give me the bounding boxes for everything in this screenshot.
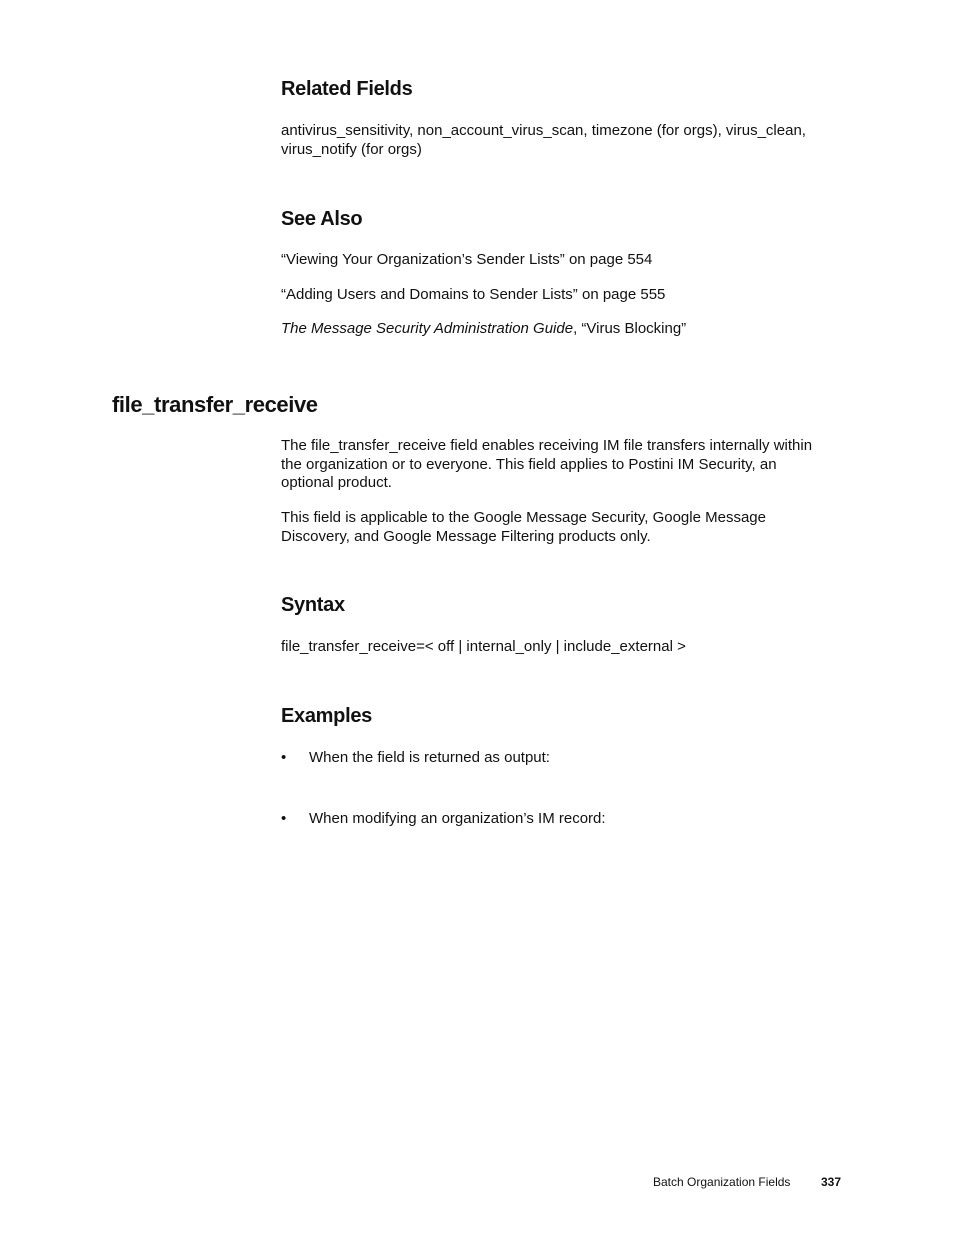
see-also-link-sender-lists[interactable]: “Viewing Your Organization’s Sender Lists” on page 554 [281, 251, 653, 268]
field-description-line: The file_transfer_receive field enables receiving IM file transfers internally within [281, 437, 813, 454]
footer-section-title: Batch Organization Fields [653, 1175, 791, 1189]
field-description [281, 437, 841, 493]
related-fields-list [281, 122, 841, 159]
guide-title: The Message Security Administration Guide [281, 320, 574, 337]
related-fields-heading: Related Fields [281, 78, 413, 100]
see-also-link-adding-users[interactable]: “Adding Users and Domains to Sender Lists” on page 555 [281, 286, 666, 303]
footer-page-number: 337 [821, 1175, 842, 1189]
guide-chapter: , “Virus Blocking” [573, 320, 687, 337]
syntax-heading: Syntax [281, 594, 345, 616]
bullet-icon: • [281, 810, 287, 827]
field-applicability-line: Discovery, and Google Message Filtering products only. [281, 527, 651, 545]
field-description-line: the organization or to everyone. This field applies to Postini IM Security, an [281, 455, 777, 473]
field-applicability-line: This field is applicable to the Google Message Security, Google Message [281, 509, 766, 526]
field-applicability [281, 509, 841, 546]
examples-heading: Examples [281, 705, 372, 727]
bullet-icon: • [281, 749, 287, 766]
example-item-text: When the field is returned as output: [309, 749, 550, 766]
see-also-heading: See Also [281, 208, 363, 230]
syntax-text: file_transfer_receive=< off | internal_only | include_external > [281, 638, 686, 655]
field-description-line: optional product. [281, 474, 392, 491]
field-title: file_transfer_receive [112, 392, 318, 417]
example-item [281, 810, 606, 829]
example-item-text: When modifying an organization’s IM record: [309, 810, 606, 827]
related-fields-line: antivirus_sensitivity, non_account_virus_scan, timezone (for orgs), virus_clean, [281, 122, 806, 139]
see-also-guide-reference [281, 320, 686, 339]
related-fields-line: virus_notify (for orgs) [281, 140, 422, 158]
example-item [281, 749, 550, 768]
